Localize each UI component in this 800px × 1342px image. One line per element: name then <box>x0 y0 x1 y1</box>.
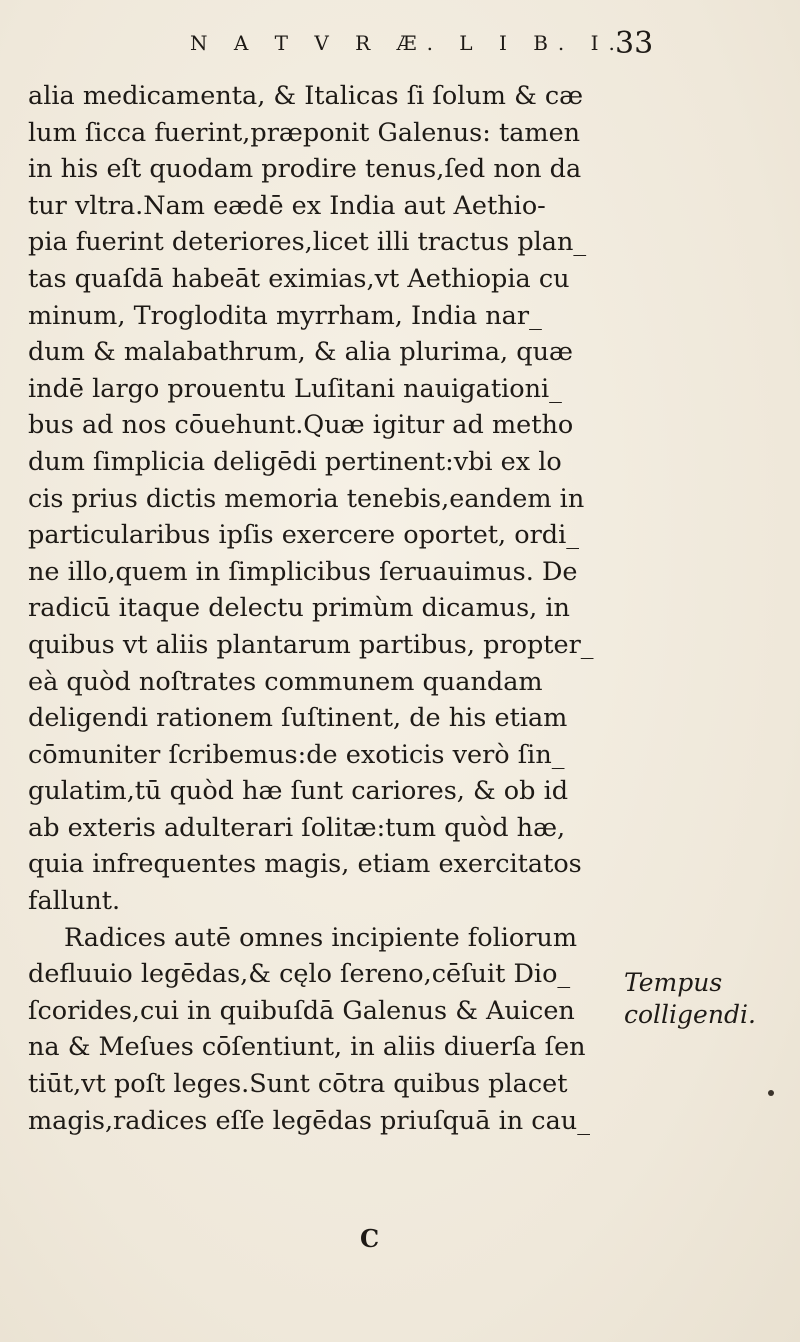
margin-note-line: Tempus <box>624 968 723 997</box>
signature-mark: C <box>360 1224 380 1253</box>
text-line: dum ſimplicia deligēdi pertinent:vbi ex lo <box>28 446 562 477</box>
text-line: quia infrequentes magis, etiam exercitatos <box>28 849 582 880</box>
text-line: tiūt,vt poſt leges.Sunt cōtra quibus placet <box>28 1069 568 1100</box>
margin-note-line: colligendi. <box>624 1000 756 1029</box>
text-line: defluuio legēdas,& cęlo ſereno,cēſuit Dio_ <box>28 959 571 990</box>
page-number: 33 <box>615 26 654 61</box>
text-line: eà quòd noſtrates communem quandam <box>28 666 543 697</box>
text-line: radicū itaque delectu primùm dicamus, in <box>28 593 570 624</box>
text-line: gulatim,tū quòd hæ ſunt cariores, & ob id <box>28 776 569 807</box>
text-line: cōmuniter ſcribemus:de exoticis verò ſin_ <box>28 739 565 770</box>
text-line: particularibus ipſis exercere oportet, ordi_ <box>28 520 580 551</box>
text-line: deligendi rationem ſuſtinent, de his etiam <box>28 703 568 734</box>
running-head-title: N A T V R Æ. L I B. I. <box>190 31 625 55</box>
text-line: pia fuerint deteriores,licet illi tractus plan_ <box>28 227 587 258</box>
text-line: alia medicamenta, & Italicas ſi ſolum & cæ <box>28 81 584 111</box>
text-line: ne illo,quem in ſimplicibus ſeruauimus. De <box>28 556 578 587</box>
text-line: Radices autē omnes incipiente foliorum <box>64 922 578 953</box>
text-line: minum, Troglodita myrrham, India nar_ <box>28 300 542 331</box>
text-line: ſcorides,cui in quibuſdā Galenus & Auicen <box>28 995 575 1026</box>
text-line: indē largo prouentu Luſitani nauigationi_ <box>28 373 562 404</box>
margin-note <box>624 967 774 1031</box>
text-line: bus ad nos cōuehunt.Quæ igitur ad metho <box>28 410 574 441</box>
text-line: tas quaſdā habeāt eximias,vt Aethiopia cu <box>28 263 570 294</box>
text-line: ab exteris adulterari ſolitæ:tum quòd hæ, <box>28 812 566 843</box>
text-line: na & Meſues cōſentiunt, in aliis diuerſa ſen <box>28 1032 586 1063</box>
text-line: fallunt. <box>28 886 121 917</box>
text-line: quibus vt aliis plantarum partibus, propter_ <box>28 629 594 660</box>
text-line: lum ſicca fuerint,præponit Galenus: tamen <box>28 117 581 148</box>
ink-speck <box>768 1090 774 1096</box>
text-line: dum & malabathrum, & alia plurima, quæ <box>28 337 573 368</box>
running-head <box>190 26 654 61</box>
text-line: cis prius dictis memoria tenebis,eandem in <box>28 483 585 514</box>
body-text <box>28 78 640 1139</box>
text-line: tur vltra.Nam eædē ex India aut Aethio- <box>28 190 546 221</box>
text-line: magis,radices eſſe legēdas priuſquā in cau_ <box>28 1105 590 1136</box>
text-line: in his eſt quodam prodire tenus,ſed non da <box>28 154 582 185</box>
